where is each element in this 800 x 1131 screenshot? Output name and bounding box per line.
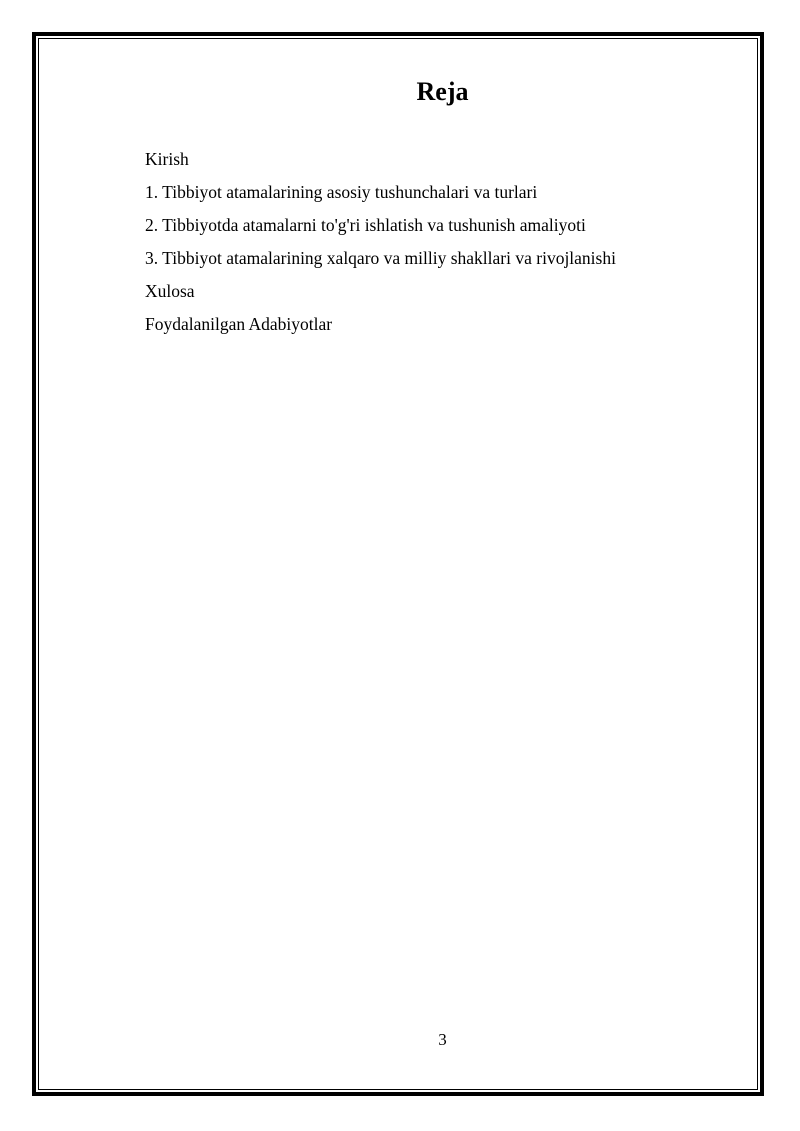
toc-item-2: 2. Tibbiyotda atamalarni to'g'ri ishlatish va tushunish amaliyoti	[145, 215, 586, 235]
table-of-contents	[145, 143, 616, 341]
toc-item-conclusion: Xulosa	[145, 281, 195, 301]
page-number: 3	[438, 1030, 447, 1049]
toc-item-references: Foydalanilgan Adabiyotlar	[145, 314, 333, 334]
toc-item-3: 3. Tibbiyot atamalarining xalqaro va milliy shakllari va rivojlanishi	[145, 248, 616, 268]
toc-item-1: 1. Tibbiyot atamalarining asosiy tushunchalari va turlari	[145, 182, 538, 202]
page-title: Reja	[416, 77, 469, 106]
toc-item-intro: Kirish	[145, 149, 189, 169]
